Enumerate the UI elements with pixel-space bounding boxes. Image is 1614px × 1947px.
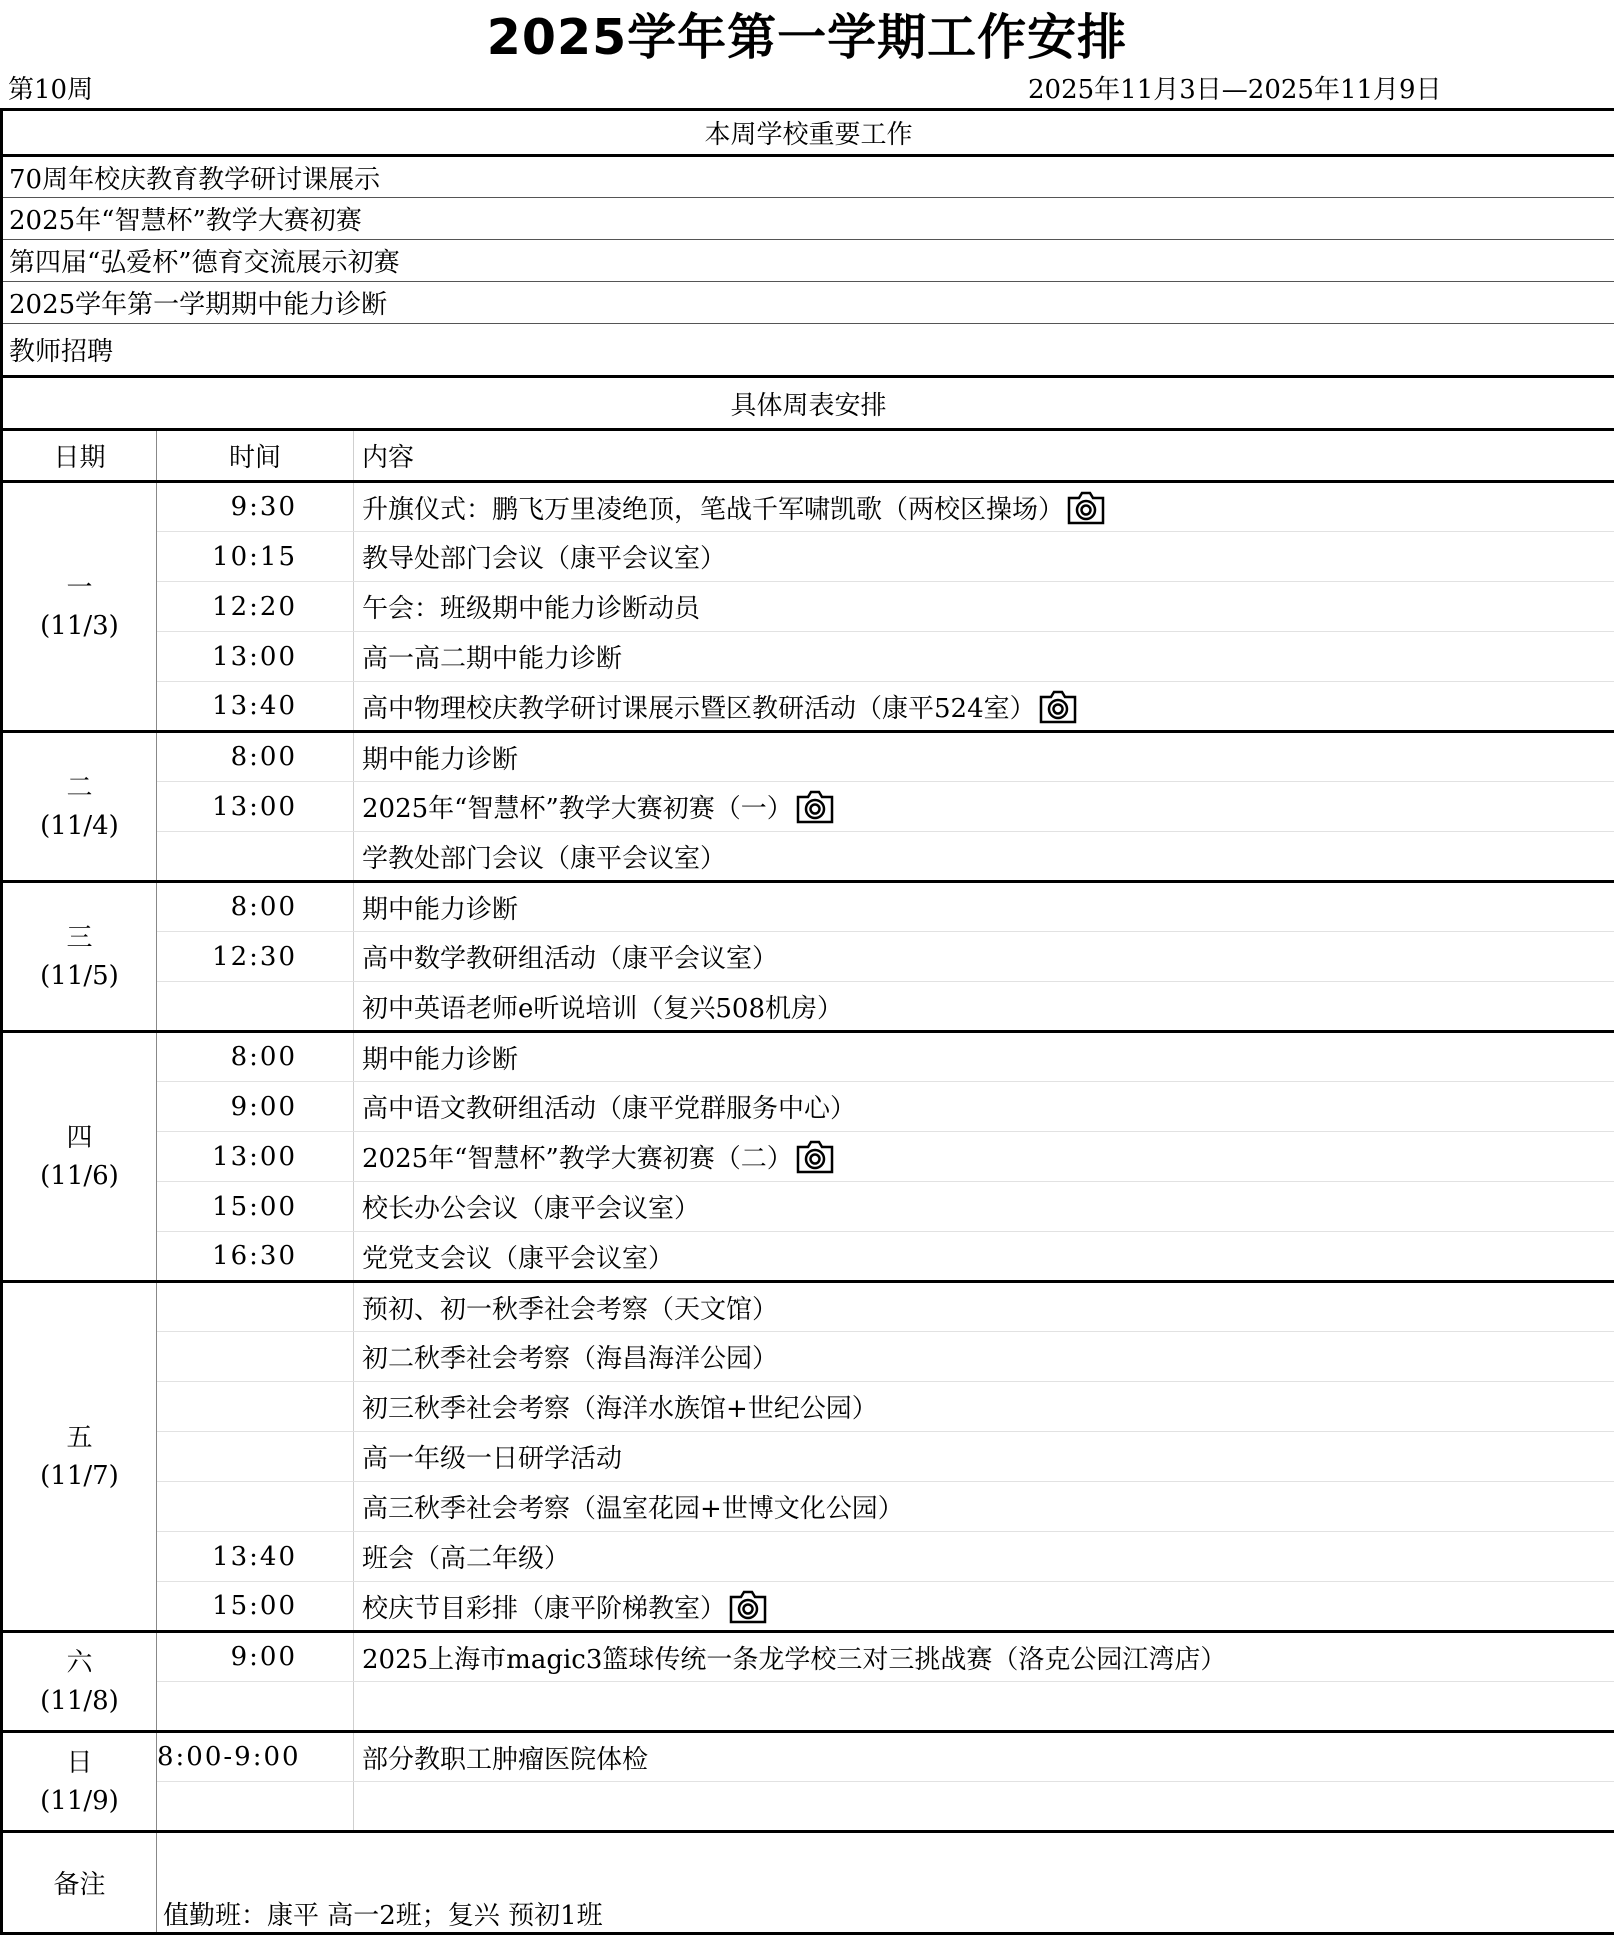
date-range: 2025年11月3日—2025年11月9日 bbox=[1028, 75, 1442, 105]
content-cell bbox=[354, 1132, 1614, 1182]
content-cell bbox=[354, 1382, 1614, 1432]
time-cell bbox=[157, 1332, 354, 1382]
important-item: 教师招聘 bbox=[2, 324, 1614, 377]
content-cell bbox=[354, 1282, 1614, 1332]
camera-icon bbox=[1038, 689, 1078, 725]
content-text: 期中能力诊断 bbox=[362, 894, 519, 925]
time-cell: 10:15 bbox=[157, 532, 354, 582]
content-text: 班会（高二年级） bbox=[362, 1544, 571, 1574]
table-row bbox=[2, 1482, 1614, 1532]
time-cell bbox=[157, 1782, 354, 1832]
time-cell: 13:40 bbox=[157, 1532, 354, 1582]
table-row bbox=[2, 1132, 1614, 1182]
content-text: 初三秋季社会考察（海洋水族馆+世纪公园） bbox=[362, 1394, 878, 1424]
day-label: 日 bbox=[66, 1747, 93, 1778]
content-text: 高一年级一日研学活动 bbox=[362, 1444, 623, 1474]
content-text: 午会：班级期中能力诊断动员 bbox=[362, 594, 701, 624]
table-row bbox=[2, 1382, 1614, 1432]
table-row bbox=[2, 782, 1614, 832]
day-cell bbox=[2, 1632, 157, 1732]
content-cell bbox=[354, 932, 1614, 982]
important-item: 第四届“弘爱杯”德育交流展示初赛 bbox=[2, 240, 1614, 282]
table-row bbox=[2, 732, 1614, 782]
important-header: 本周学校重要工作 bbox=[2, 110, 1614, 156]
content-cell bbox=[354, 632, 1614, 682]
day-date: (11/7) bbox=[40, 1460, 119, 1491]
table-row bbox=[2, 1682, 1614, 1732]
content-text: 高中语文教研组活动（康平党群服务中心） bbox=[362, 1094, 857, 1124]
day-cell bbox=[2, 1282, 157, 1632]
day-date: (11/3) bbox=[40, 610, 119, 641]
content-cell bbox=[354, 482, 1614, 532]
day-date: (11/5) bbox=[40, 960, 119, 991]
table-row bbox=[2, 582, 1614, 632]
column-header-time: 时间 bbox=[157, 430, 354, 482]
content-cell bbox=[354, 882, 1614, 932]
content-text: 校长办公会议（康平会议室） bbox=[362, 1194, 701, 1224]
content-text: 2025年“智慧杯”教学大赛初赛（一） bbox=[362, 794, 793, 824]
content-text: 高一高二期中能力诊断 bbox=[362, 644, 623, 674]
table-row bbox=[2, 1432, 1614, 1482]
day-cell bbox=[2, 1032, 157, 1282]
notes-label: 备注 bbox=[2, 1832, 157, 1934]
column-header-date: 日期 bbox=[2, 430, 157, 482]
day-date: (11/6) bbox=[40, 1160, 119, 1191]
content-cell bbox=[354, 1182, 1614, 1232]
content-cell bbox=[354, 1532, 1614, 1582]
time-cell: 8:00 bbox=[157, 1032, 354, 1082]
table-row bbox=[2, 1332, 1614, 1382]
day-cell bbox=[2, 482, 157, 732]
content-cell bbox=[354, 832, 1614, 882]
day-cell bbox=[2, 732, 157, 882]
table-row bbox=[2, 632, 1614, 682]
time-cell: 15:00 bbox=[157, 1582, 354, 1632]
content-cell bbox=[354, 1232, 1614, 1282]
page-title: 2025学年第一学期工作安排 bbox=[486, 9, 1128, 66]
time-cell: 15:00 bbox=[157, 1182, 354, 1232]
table-row bbox=[2, 1632, 1614, 1682]
week-label: 第10周 bbox=[8, 75, 94, 105]
time-cell bbox=[157, 1482, 354, 1532]
content-cell bbox=[354, 982, 1614, 1032]
content-text: 校庆节目彩排（康平阶梯教室） bbox=[362, 1593, 727, 1624]
content-text: 部分教职工肿瘤医院体检 bbox=[362, 1744, 649, 1775]
camera-icon bbox=[728, 1589, 768, 1625]
content-text: 2025上海市magic3篮球传统一条龙学校三对三挑战赛（洛克公园江湾店） bbox=[362, 1644, 1227, 1675]
important-item: 2025学年第一学期期中能力诊断 bbox=[2, 282, 1614, 324]
table-row bbox=[2, 882, 1614, 932]
time-cell: 8:00 bbox=[157, 732, 354, 782]
table-row bbox=[2, 1782, 1614, 1832]
day-cell bbox=[2, 1732, 157, 1832]
time-cell bbox=[157, 1682, 354, 1732]
table-row bbox=[2, 682, 1614, 732]
table-row bbox=[2, 982, 1614, 1032]
time-cell: 12:30 bbox=[157, 932, 354, 982]
column-header-content: 内容 bbox=[354, 430, 1614, 482]
schedule-header: 具体周表安排 bbox=[2, 377, 1614, 430]
content-text: 高中物理校庆教学研讨课展示暨区教研活动（康平524室） bbox=[362, 693, 1036, 724]
time-cell: 16:30 bbox=[157, 1232, 354, 1282]
time-cell bbox=[157, 982, 354, 1032]
content-cell bbox=[354, 1632, 1614, 1682]
table-row bbox=[2, 932, 1614, 982]
camera-icon bbox=[795, 789, 835, 825]
time-cell: 9:00 bbox=[157, 1082, 354, 1132]
table-row bbox=[2, 1032, 1614, 1082]
content-cell bbox=[354, 1782, 1614, 1832]
content-text: 高中数学教研组活动（康平会议室） bbox=[362, 944, 779, 974]
table-row bbox=[2, 1582, 1614, 1632]
table-row bbox=[2, 1282, 1614, 1332]
time-cell: 13:00 bbox=[157, 632, 354, 682]
content-cell bbox=[354, 782, 1614, 832]
content-cell bbox=[354, 582, 1614, 632]
day-label: 五 bbox=[66, 1422, 93, 1453]
table-row bbox=[2, 832, 1614, 882]
content-text: 高三秋季社会考察（温室花园+世博文化公园） bbox=[362, 1494, 904, 1524]
time-cell: 13:40 bbox=[157, 682, 354, 732]
day-label: 六 bbox=[66, 1647, 93, 1678]
day-cell bbox=[2, 882, 157, 1032]
content-text: 教导处部门会议（康平会议室） bbox=[362, 544, 727, 574]
time-cell: 9:00 bbox=[157, 1632, 354, 1682]
content-text: 升旗仪式：鹏飞万里凌绝顶，笔战千军啸凯歌（两校区操场） bbox=[362, 494, 1065, 525]
day-label: 二 bbox=[66, 772, 93, 803]
content-cell bbox=[354, 682, 1614, 732]
content-text: 初二秋季社会考察（海昌海洋公园） bbox=[362, 1344, 779, 1374]
notes-value: 值勤班：康平 高一2班；复兴 预初1班 bbox=[157, 1832, 1614, 1934]
time-cell bbox=[157, 1282, 354, 1332]
time-cell: 8:00-9:00 bbox=[157, 1732, 354, 1782]
content-cell bbox=[354, 1682, 1614, 1732]
time-cell: 12:20 bbox=[157, 582, 354, 632]
day-date: (11/4) bbox=[40, 810, 119, 841]
time-cell bbox=[157, 1432, 354, 1482]
schedule-table bbox=[0, 108, 1614, 1935]
day-date: (11/8) bbox=[40, 1685, 119, 1716]
time-cell: 13:00 bbox=[157, 1132, 354, 1182]
table-row bbox=[2, 1182, 1614, 1232]
content-cell bbox=[354, 1482, 1614, 1532]
time-cell: 8:00 bbox=[157, 882, 354, 932]
day-label: 四 bbox=[66, 1122, 93, 1153]
content-text: 期中能力诊断 bbox=[362, 744, 519, 775]
time-cell: 13:00 bbox=[157, 782, 354, 832]
day-label: 三 bbox=[66, 922, 93, 953]
content-text: 初中英语老师e听说培训（复兴508机房） bbox=[362, 993, 844, 1024]
table-row bbox=[2, 482, 1614, 532]
content-cell bbox=[354, 1582, 1614, 1632]
table-row bbox=[2, 1232, 1614, 1282]
content-text: 学教处部门会议（康平会议室） bbox=[362, 843, 727, 874]
content-text: 期中能力诊断 bbox=[362, 1044, 519, 1075]
time-cell bbox=[157, 832, 354, 882]
table-row bbox=[2, 1082, 1614, 1132]
content-cell bbox=[354, 532, 1614, 582]
table-row bbox=[2, 1532, 1614, 1582]
camera-icon bbox=[795, 1139, 835, 1175]
table-row bbox=[2, 1732, 1614, 1782]
important-item: 70周年校庆教育教学研讨课展示 bbox=[2, 156, 1614, 198]
content-cell bbox=[354, 1032, 1614, 1082]
content-text: 党党支会议（康平会议室） bbox=[362, 1243, 675, 1274]
time-cell bbox=[157, 1382, 354, 1432]
content-cell bbox=[354, 1432, 1614, 1482]
day-date: (11/9) bbox=[40, 1785, 119, 1816]
content-cell bbox=[354, 732, 1614, 782]
content-text: 2025年“智慧杯”教学大赛初赛（二） bbox=[362, 1144, 793, 1174]
important-item: 2025年“智慧杯”教学大赛初赛 bbox=[2, 198, 1614, 240]
content-cell bbox=[354, 1732, 1614, 1782]
content-cell bbox=[354, 1082, 1614, 1132]
content-text: 预初、初一秋季社会考察（天文馆） bbox=[362, 1294, 779, 1325]
time-cell: 9:30 bbox=[157, 482, 354, 532]
day-label: 一 bbox=[66, 572, 93, 603]
camera-icon bbox=[1066, 490, 1106, 526]
content-cell bbox=[354, 1332, 1614, 1382]
table-row bbox=[2, 532, 1614, 582]
